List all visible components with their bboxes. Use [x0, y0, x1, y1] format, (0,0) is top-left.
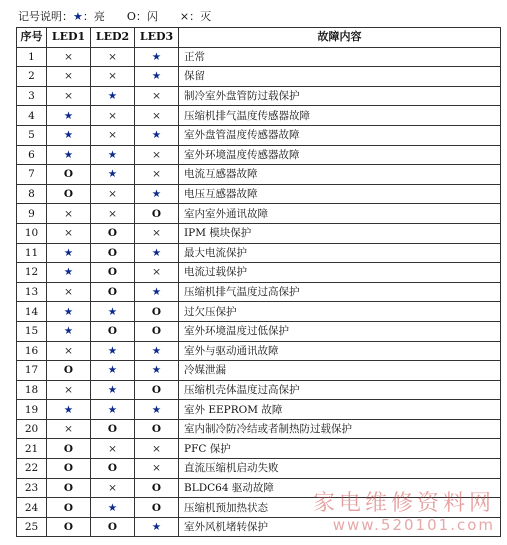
led2-state: × — [91, 125, 135, 145]
table-row — [17, 302, 501, 322]
table-row — [17, 459, 501, 479]
led2-state: O — [91, 321, 135, 341]
row-number: 16 — [17, 341, 47, 361]
fault-description: 室外风机堵转保护 — [179, 517, 501, 537]
table-row — [17, 439, 501, 459]
led2-state: × — [91, 184, 135, 204]
row-number: 5 — [17, 125, 47, 145]
led3-state: O — [135, 419, 179, 439]
fault-description: PFC 保护 — [179, 439, 501, 459]
led1-state: ★ — [47, 106, 91, 126]
led2-state: × — [91, 478, 135, 498]
row-number: 12 — [17, 263, 47, 283]
led3-state: × — [135, 439, 179, 459]
fault-description: 冷媒泄漏 — [179, 361, 501, 381]
led2-state: O — [91, 419, 135, 439]
led1-state: ★ — [47, 125, 91, 145]
row-number: 2 — [17, 67, 47, 87]
table-row — [17, 517, 501, 537]
led1-state: O — [47, 361, 91, 381]
fault-description: 室外与驱动通讯故障 — [179, 341, 501, 361]
table-row — [17, 125, 501, 145]
led3-state: × — [135, 223, 179, 243]
table-row — [17, 145, 501, 165]
led2-state: O — [91, 263, 135, 283]
led3-state: × — [135, 106, 179, 126]
watermark-url: www.520101.com — [332, 516, 495, 534]
table-row — [17, 223, 501, 243]
table-row — [17, 243, 501, 263]
symbol-legend — [18, 8, 211, 26]
table-row — [17, 419, 501, 439]
fault-description: 室外环境温度传感器故障 — [179, 145, 501, 165]
row-number: 11 — [17, 243, 47, 263]
led1-state: ★ — [47, 145, 91, 165]
table-row — [17, 106, 501, 126]
led3-state: × — [135, 165, 179, 185]
led1-state: O — [47, 498, 91, 518]
led3-state: ★ — [135, 67, 179, 87]
table-row — [17, 400, 501, 420]
led2-state: ★ — [91, 498, 135, 518]
led1-state: ★ — [47, 263, 91, 283]
header-led3: LED3 — [135, 28, 179, 48]
circle-symbol-icon: O — [126, 10, 136, 23]
led1-state: O — [47, 478, 91, 498]
led2-state: × — [91, 439, 135, 459]
fault-description: 室外 EEPROM 故障 — [179, 400, 501, 420]
legend-cross-meaning: ：灭 — [189, 10, 212, 23]
led3-state: ★ — [135, 361, 179, 381]
header-led1: LED1 — [47, 28, 91, 48]
led2-state: × — [91, 106, 135, 126]
table-row — [17, 86, 501, 106]
fault-description: 最大电流保护 — [179, 243, 501, 263]
led3-state: ★ — [135, 125, 179, 145]
table-row — [17, 361, 501, 381]
row-number: 18 — [17, 380, 47, 400]
star-symbol-icon: ★ — [73, 10, 83, 23]
led1-state: × — [47, 419, 91, 439]
fault-code-table — [16, 27, 501, 537]
row-number: 9 — [17, 204, 47, 224]
led3-state: × — [135, 86, 179, 106]
led2-state: O — [91, 223, 135, 243]
led1-state: ★ — [47, 302, 91, 322]
fault-description: 室内制冷防冷结或者制热防过载保护 — [179, 419, 501, 439]
row-number: 17 — [17, 361, 47, 381]
led1-state: × — [47, 223, 91, 243]
fault-description: 室外盘管温度传感器故障 — [179, 125, 501, 145]
fault-description: 制冷室外盘管防过载保护 — [179, 86, 501, 106]
led1-state: × — [47, 86, 91, 106]
row-number: 21 — [17, 439, 47, 459]
led3-state: O — [135, 380, 179, 400]
table-row — [17, 204, 501, 224]
fault-description: 正常 — [179, 47, 501, 67]
led1-state: × — [47, 380, 91, 400]
led3-state: × — [135, 145, 179, 165]
fault-description: 压缩机排气温度过高保护 — [179, 282, 501, 302]
table-row — [17, 380, 501, 400]
row-number: 8 — [17, 184, 47, 204]
cross-symbol-icon: × — [179, 10, 190, 23]
row-number: 23 — [17, 478, 47, 498]
table-body — [17, 47, 501, 537]
fault-description: 电流过载保护 — [179, 263, 501, 283]
header-fault: 故障内容 — [179, 28, 501, 48]
led1-state: × — [47, 282, 91, 302]
table-row — [17, 321, 501, 341]
led2-state: × — [91, 204, 135, 224]
fault-description: 直流压缩机启动失败 — [179, 459, 501, 479]
header-led2: LED2 — [91, 28, 135, 48]
fault-description: 压缩机排气温度传感器故障 — [179, 106, 501, 126]
led3-state: O — [135, 321, 179, 341]
led3-state: O — [135, 498, 179, 518]
led1-state: O — [47, 459, 91, 479]
led1-state: × — [47, 67, 91, 87]
table-row — [17, 341, 501, 361]
led1-state: ★ — [47, 243, 91, 263]
row-number: 7 — [17, 165, 47, 185]
table-row — [17, 282, 501, 302]
row-number: 4 — [17, 106, 47, 126]
led2-state: ★ — [91, 361, 135, 381]
row-number: 14 — [17, 302, 47, 322]
led3-state: × — [135, 459, 179, 479]
led3-state: ★ — [135, 341, 179, 361]
led3-state: ★ — [135, 282, 179, 302]
row-number: 19 — [17, 400, 47, 420]
led3-state: O — [135, 204, 179, 224]
fault-description: BLDC64 驱动故障 — [179, 478, 501, 498]
row-number: 20 — [17, 419, 47, 439]
row-number: 13 — [17, 282, 47, 302]
led2-state: × — [91, 47, 135, 67]
fault-description: 过欠压保护 — [179, 302, 501, 322]
led2-state: ★ — [91, 86, 135, 106]
table-row — [17, 478, 501, 498]
led2-state: O — [91, 459, 135, 479]
led2-state: × — [91, 67, 135, 87]
legend-title: 记号说明： — [18, 10, 73, 23]
led2-state: ★ — [91, 302, 135, 322]
watermark-text: 家电维修资料网 — [312, 491, 495, 516]
led1-state: O — [47, 517, 91, 537]
row-number: 6 — [17, 145, 47, 165]
led3-state: ★ — [135, 184, 179, 204]
led2-state: ★ — [91, 380, 135, 400]
row-number: 1 — [17, 47, 47, 67]
table-row — [17, 47, 501, 67]
fault-description: 室内室外通讯故障 — [179, 204, 501, 224]
row-number: 15 — [17, 321, 47, 341]
row-number: 3 — [17, 86, 47, 106]
fault-description: 压缩机壳体温度过高保护 — [179, 380, 501, 400]
fault-description: 室外环境温度过低保护 — [179, 321, 501, 341]
led2-state: ★ — [91, 145, 135, 165]
table-header-row — [17, 28, 501, 48]
row-number: 10 — [17, 223, 47, 243]
led1-state: × — [47, 204, 91, 224]
led1-state: ★ — [47, 321, 91, 341]
led3-state: ★ — [135, 400, 179, 420]
row-number: 22 — [17, 459, 47, 479]
led2-state: ★ — [91, 341, 135, 361]
led1-state: O — [47, 184, 91, 204]
led1-state: × — [47, 341, 91, 361]
legend-circle-meaning: ：闪 — [135, 10, 158, 23]
led2-state: O — [91, 243, 135, 263]
led1-state: ★ — [47, 400, 91, 420]
led2-state: O — [91, 282, 135, 302]
led3-state: × — [135, 263, 179, 283]
led3-state: O — [135, 302, 179, 322]
fault-description: IPM 模块保护 — [179, 223, 501, 243]
led3-state: ★ — [135, 47, 179, 67]
table-row — [17, 67, 501, 87]
fault-description: 电压互感器故障 — [179, 184, 501, 204]
led2-state: O — [91, 517, 135, 537]
table-row — [17, 498, 501, 518]
row-number: 25 — [17, 517, 47, 537]
table-row — [17, 184, 501, 204]
header-no: 序号 — [17, 28, 47, 48]
table-row — [17, 165, 501, 185]
row-number: 24 — [17, 498, 47, 518]
fault-description: 压缩机预加热状态 — [179, 498, 501, 518]
led2-state: ★ — [91, 165, 135, 185]
table-row — [17, 263, 501, 283]
legend-star-meaning: ：亮 — [82, 10, 105, 23]
led2-state: ★ — [91, 400, 135, 420]
led1-state: O — [47, 165, 91, 185]
led1-state: O — [47, 439, 91, 459]
led3-state: O — [135, 478, 179, 498]
led3-state: ★ — [135, 243, 179, 263]
led1-state: × — [47, 47, 91, 67]
led3-state: ★ — [135, 517, 179, 537]
fault-description: 电流互感器故障 — [179, 165, 501, 185]
fault-description: 保留 — [179, 67, 501, 87]
